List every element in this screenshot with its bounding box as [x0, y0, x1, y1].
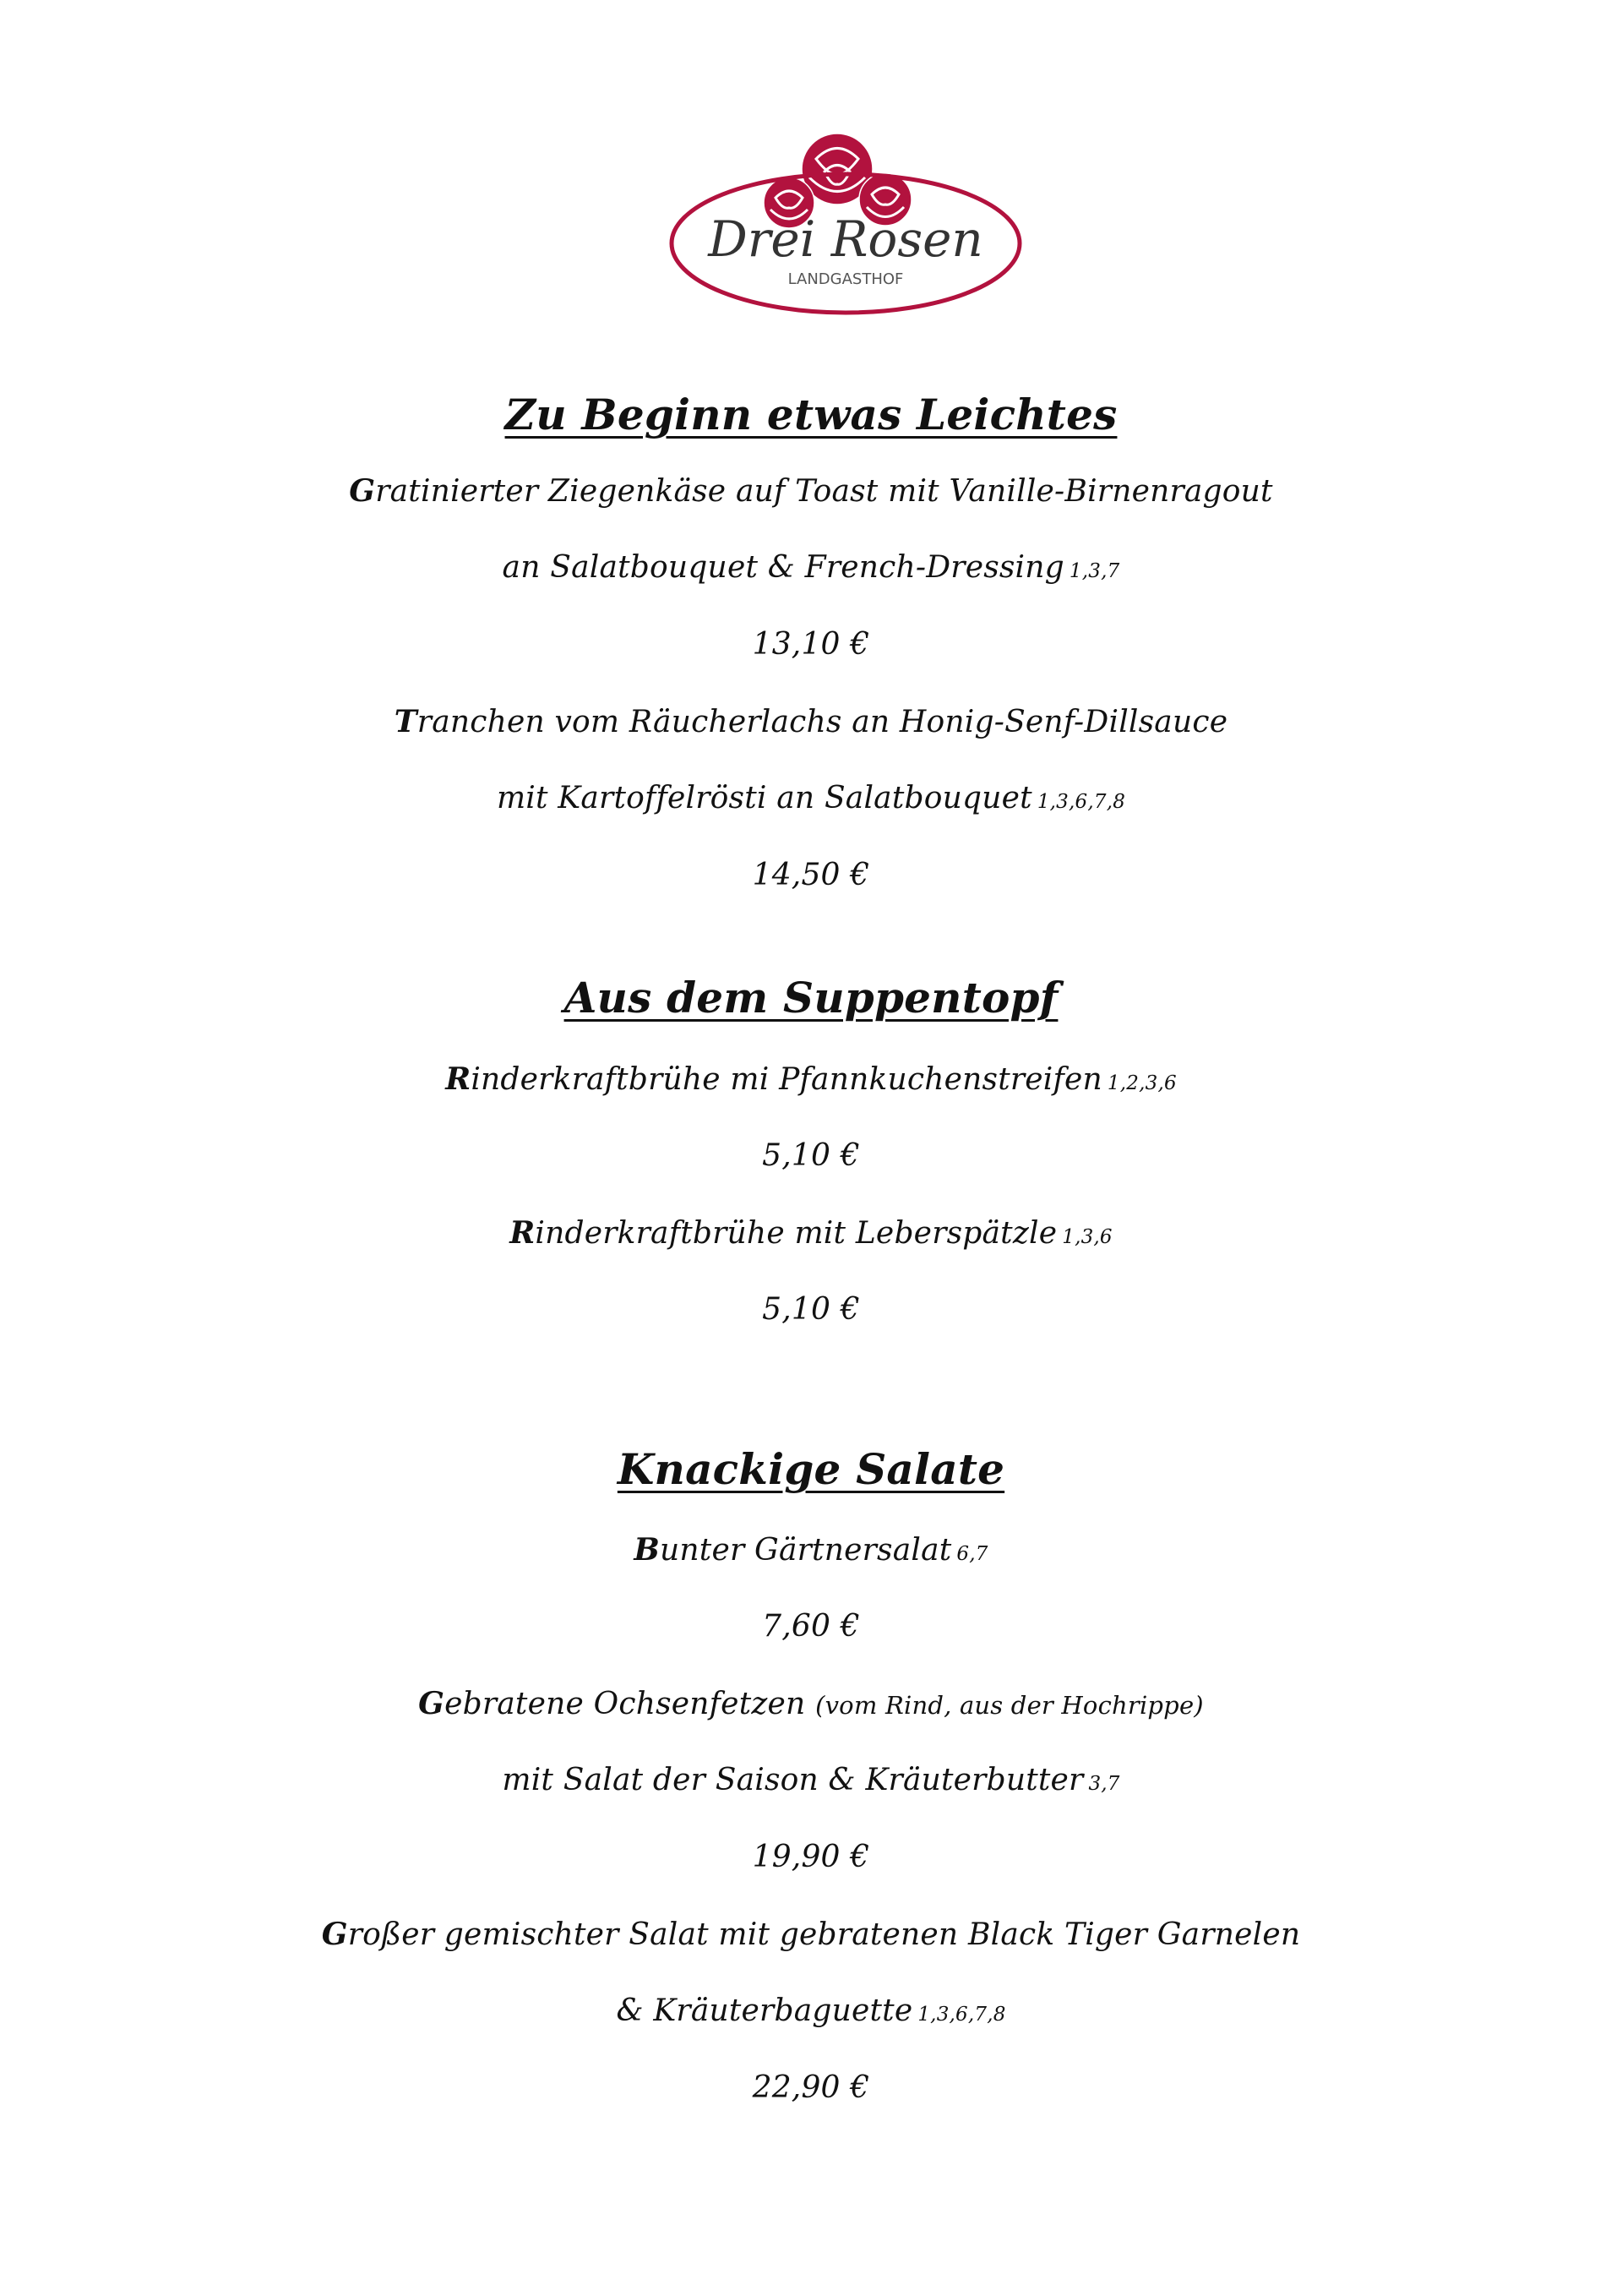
menu-item-mixed-salad-title	[0, 1913, 1622, 1956]
item-description: inderkraftbrühe mit Leberspätzle	[535, 1216, 1058, 1251]
drei-rosen-logo	[664, 125, 1027, 319]
item-note: (vom Rind, aus der Hochrippe)	[815, 1691, 1204, 1720]
item-initial: G	[349, 473, 376, 509]
menu-item-price: 19,90 €	[752, 1840, 870, 1874]
section-heading-starters: Zu Beginn etwas Leichtes	[504, 390, 1118, 439]
menu-item-price: 13,10 €	[752, 627, 870, 662]
item-description: roßer gemischter Salat mit gebratenen Black Tiger Garnelen	[347, 1917, 1301, 1952]
item-description-line2: mit Salat der Saison & Kräuterbutter	[502, 1763, 1084, 1797]
allergen-codes: 1,3,6,7,8	[917, 2004, 1006, 2026]
allergen-codes: 3,7	[1088, 1773, 1120, 1795]
menu-item-mixed-salad-subtitle	[0, 1990, 1622, 2036]
item-description-line2: mit Kartoffelrösti an Salatbouquet	[496, 781, 1032, 815]
menu-item-goat-cheese-title	[0, 470, 1622, 513]
menu-item-liver-soup-title	[0, 1212, 1622, 1258]
item-description: unter Gärtnersalat	[660, 1533, 952, 1568]
item-initial: G	[418, 1686, 445, 1721]
menu-item-ox-strips-subtitle	[0, 1759, 1622, 1805]
item-description: ebratene Ochsenfetzen	[444, 1687, 806, 1721]
item-description: ranchen vom Räucherlachs an Honig-Senf-Dillsauce	[416, 705, 1228, 739]
menu-item-salmon-subtitle	[0, 777, 1622, 823]
section-heading-soups: Aus dem Suppentopf	[563, 973, 1059, 1023]
menu-item-price: 14,50 €	[752, 858, 870, 892]
section-heading-salads: Knackige Salate	[617, 1444, 1005, 1494]
item-description: ratinierter Ziegenkäse auf Toast mit Vanille-Birnenragout	[375, 474, 1273, 509]
allergen-codes: 1,2,3,6	[1107, 1072, 1177, 1094]
menu-item-ox-strips-title	[0, 1682, 1622, 1726]
menu-item-pancake-soup-title	[0, 1058, 1622, 1104]
menu-item-price: 5,10 €	[762, 1292, 860, 1327]
menu-item-goat-cheese-subtitle	[0, 547, 1622, 592]
item-initial: R	[445, 1061, 471, 1097]
allergen-codes: 6,7	[956, 1543, 988, 1565]
allergen-codes: 1,3,7	[1069, 560, 1120, 582]
menu-item-price: 7,60 €	[762, 1609, 860, 1644]
menu-item-price: 5,10 €	[762, 1138, 860, 1173]
item-initial: R	[509, 1215, 536, 1251]
menu-item-salmon-title	[0, 701, 1622, 744]
allergen-codes: 1,3,6,7,8	[1037, 791, 1126, 813]
item-description-line2: an Salatbouquet & French-Dressing	[502, 550, 1064, 585]
item-initial: T	[394, 704, 417, 739]
logo-subtitle: LANDGASTHOF	[787, 270, 904, 288]
logo-name: Drei Rosen	[708, 210, 983, 268]
menu-item-price: 22,90 €	[752, 2070, 870, 2105]
item-initial: B	[634, 1532, 661, 1568]
item-description: inderkraftbrühe mi Pfannkuchenstreifen	[471, 1062, 1102, 1097]
allergen-codes: 1,3,6	[1062, 1226, 1113, 1248]
menu-item-garden-salad-title	[0, 1529, 1622, 1575]
item-description-line2: & Kräuterbaguette	[616, 1993, 913, 2028]
item-initial: G	[321, 1917, 348, 1952]
